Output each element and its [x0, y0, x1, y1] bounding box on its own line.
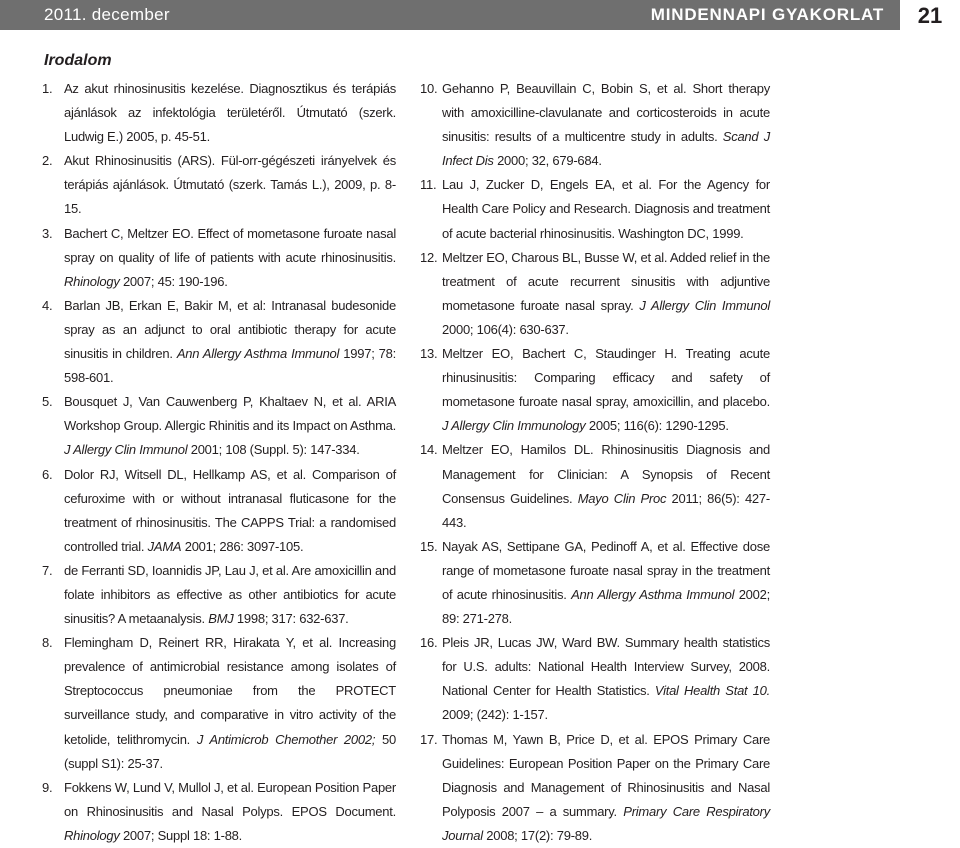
reference-number: 8.	[42, 635, 53, 651]
reference-text: Lau J, Zucker D, Engels EA, et al. For the Agency for Health Care Policy and Research. Diagnosis and treatment of acute bacterial rhinosinusitis. Washington DC, 1999.	[442, 177, 770, 241]
reference-number: 11.	[420, 177, 437, 193]
page-number: 21	[900, 0, 960, 30]
reference-journal: J Allergy Clin Immunology	[442, 418, 586, 434]
reference-number: 10.	[420, 81, 438, 96]
reference-citation: 2001; 108 (Suppl. 5): 147-334.	[190, 442, 360, 458]
reference-number: 3.	[42, 225, 53, 241]
issue-date: 2011. december	[44, 5, 170, 24]
reference-journal: Ann Allergy Asthma Immunol	[571, 586, 735, 602]
reference-text: Pleis JR, Lucas JW, Ward BW. Summary health statistics for U.S. adults: National Health Interview Survey, 2008. National Center for Health Statistics.	[442, 635, 770, 699]
reference-item	[40, 222, 396, 294]
reference-number: 1.	[42, 81, 53, 96]
reference-citation: 1997; 78: 598-601.	[64, 346, 396, 386]
reference-text: Meltzer EO, Charous BL, Busse W, et al. Added relief in the treatment of acute recurrent sinusitis with adjuntive mometasone furoate nasal spray.	[442, 249, 770, 313]
reference-number: 4.	[42, 297, 53, 313]
reference-journal: Ann Allergy Asthma Immunol	[176, 346, 340, 362]
references-column-right	[418, 77, 770, 848]
reference-journal: Scand J Infect Dis	[442, 129, 770, 169]
reference-citation: 2002; 89: 271-278.	[442, 586, 770, 627]
reference-text: Meltzer EO, Hamilos DL. Rhinosinusitis Diagnosis and Management for Clinician: A Synopsis of Recent Consensus Guidelines.	[442, 442, 770, 506]
reference-number: 9.	[42, 779, 53, 795]
reference-number: 5.	[42, 394, 53, 410]
reference-citation: 50 (suppl S1): 25-37.	[64, 731, 396, 771]
reference-text: Bousquet J, Van Cauwenberg P, Khaltaev N, et al. ARIA Workshop Group. Allergic Rhinitis and its Impact on Asthma.	[64, 394, 396, 434]
reference-item	[40, 776, 396, 848]
reference-citation: 2001; 286: 3097-105.	[184, 538, 304, 554]
reference-item	[418, 173, 770, 245]
reference-item	[418, 246, 770, 342]
reference-item	[418, 728, 770, 848]
references-heading: Irodalom	[44, 52, 112, 69]
reference-citation: 2011; 86(5): 427-443.	[442, 490, 770, 530]
reference-item	[418, 342, 770, 438]
reference-journal: Rhinology	[64, 827, 120, 843]
reference-text: Meltzer EO, Bachert C, Staudinger H. Treating acute rhinusinusitis: Comparing efficacy and safety of mometasone furoate nasal spray, amoxicillin, and placebo.	[442, 346, 770, 410]
reference-citation: 2007; Suppl 18: 1-88.	[122, 827, 243, 843]
reference-journal: Mayo Clin Proc	[577, 490, 667, 506]
reference-text: Dolor RJ, Witsell DL, Hellkamp AS, et al. Comparison of cefuroxime with or without intranasal fluticasone for the treatment of rhinosinusitis. The CAPPS Trial: a randomised controlled trial.	[64, 466, 396, 554]
reference-item	[418, 631, 770, 727]
reference-item	[40, 559, 396, 631]
reference-journal: J Antimicrob Chemother 2002;	[196, 731, 376, 747]
reference-item	[40, 294, 396, 390]
reference-citation: 2000; 106(4): 630-637.	[442, 321, 569, 337]
reference-text: Thomas M, Yawn B, Price D, et al. EPOS Primary Care Guidelines: European Position Paper on the Primary Care Diagnosis and Management of Rhinosinusitis and Nasal Polyposis 2007 – a summary.	[442, 731, 770, 819]
reference-journal: Primary Care Respiratory Journal	[442, 803, 770, 843]
reference-item	[40, 463, 396, 559]
reference-number: 14.	[420, 442, 438, 458]
reference-journal: Rhinology	[64, 273, 120, 289]
reference-text: Fokkens W, Lund V, Mullol J, et al. European Position Paper on Rhinosinusitis and Nasal Polyps. EPOS Document.	[64, 779, 396, 819]
reference-journal: BMJ	[208, 611, 234, 627]
reference-citation: 2000; 32, 679-684.	[497, 153, 602, 169]
reference-citation: 2008; 17(2): 79-89.	[486, 827, 593, 843]
reference-number: 16.	[420, 635, 438, 651]
page-header	[0, 0, 960, 30]
reference-number: 13.	[420, 346, 438, 362]
reference-item	[40, 390, 396, 462]
reference-text: Flemingham D, Reinert RR, Hirakata Y, et al. Increasing prevalence of antimicrobial resistance among isolates of Streptococcus pneumoniae from the PROTECT surveillance study, and comparative in vitro activity of the ketolide, telithromycin.	[64, 635, 396, 747]
reference-journal: Vital Health Stat 10.	[654, 683, 770, 699]
reference-journal: JAMA	[147, 538, 182, 554]
reference-text: de Ferranti SD, Ioannidis JP, Lau J, et al. Are amoxicillin and folate inhibitors as effective as other antibiotics for acute sinusitis? A metaanalysis.	[64, 562, 396, 627]
reference-item	[40, 631, 396, 776]
reference-journal: J Allergy Clin Immunol	[639, 297, 770, 313]
reference-text: Gehanno P, Beauvillain C, Bobin S, et al. Short therapy with amoxicilline-clavulanate and corticosteroids in acute sinusitis: results of a multicentre study in adults.	[442, 81, 770, 145]
reference-journal: J Allergy Clin Immunol	[64, 442, 188, 458]
reference-citation: 2009; (242): 1-157.	[442, 707, 548, 723]
reference-number: 12.	[420, 249, 438, 265]
reference-citation: 2005; 116(6): 1290-1295.	[588, 418, 729, 434]
reference-number: 7.	[42, 562, 53, 578]
reference-text: Az akut rhinosinusitis kezelése. Diagnosztikus és terápiás ajánlások az infektológia területéről. Útmutató (szerk. Ludwig E.) 2005, p. 45-51.	[64, 81, 396, 145]
section-title: MINDENNAPI GYAKORLAT	[650, 5, 884, 24]
reference-citation: 2007; 45: 190-196.	[122, 273, 228, 289]
reference-text: Akut Rhinosinusitis (ARS). Fül-orr-gégészeti irányelvek és terápiás ajánlások. Útmutató (szerk. Tamás L.), 2009, p. 8-15.	[64, 153, 396, 217]
references-column-left	[40, 77, 396, 848]
reference-number: 2.	[42, 153, 53, 169]
reference-text: Bachert C, Meltzer EO. Effect of mometasone furoate nasal spray on quality of life of patients with acute rhinosinusitis.	[64, 225, 396, 265]
reference-item	[40, 149, 396, 221]
reference-item	[418, 535, 770, 631]
reference-text: Barlan JB, Erkan E, Bakir M, et al: Intranasal budesonide spray as an adjunct to oral antibiotic therapy for acute sinusitis in children.	[64, 297, 396, 362]
reference-item	[418, 438, 770, 534]
reference-item	[40, 77, 396, 149]
reference-item	[418, 77, 770, 173]
reference-number: 15.	[420, 538, 438, 554]
reference-number: 6.	[42, 466, 53, 482]
reference-citation: 1998; 317: 632-637.	[236, 611, 349, 627]
reference-number: 17.	[420, 731, 438, 747]
reference-text: Nayak AS, Settipane GA, Pedinoff A, et al. Effective dose range of mometasone furoate nasal spray in the treatment of acute rhinosinusitis.	[442, 538, 770, 602]
